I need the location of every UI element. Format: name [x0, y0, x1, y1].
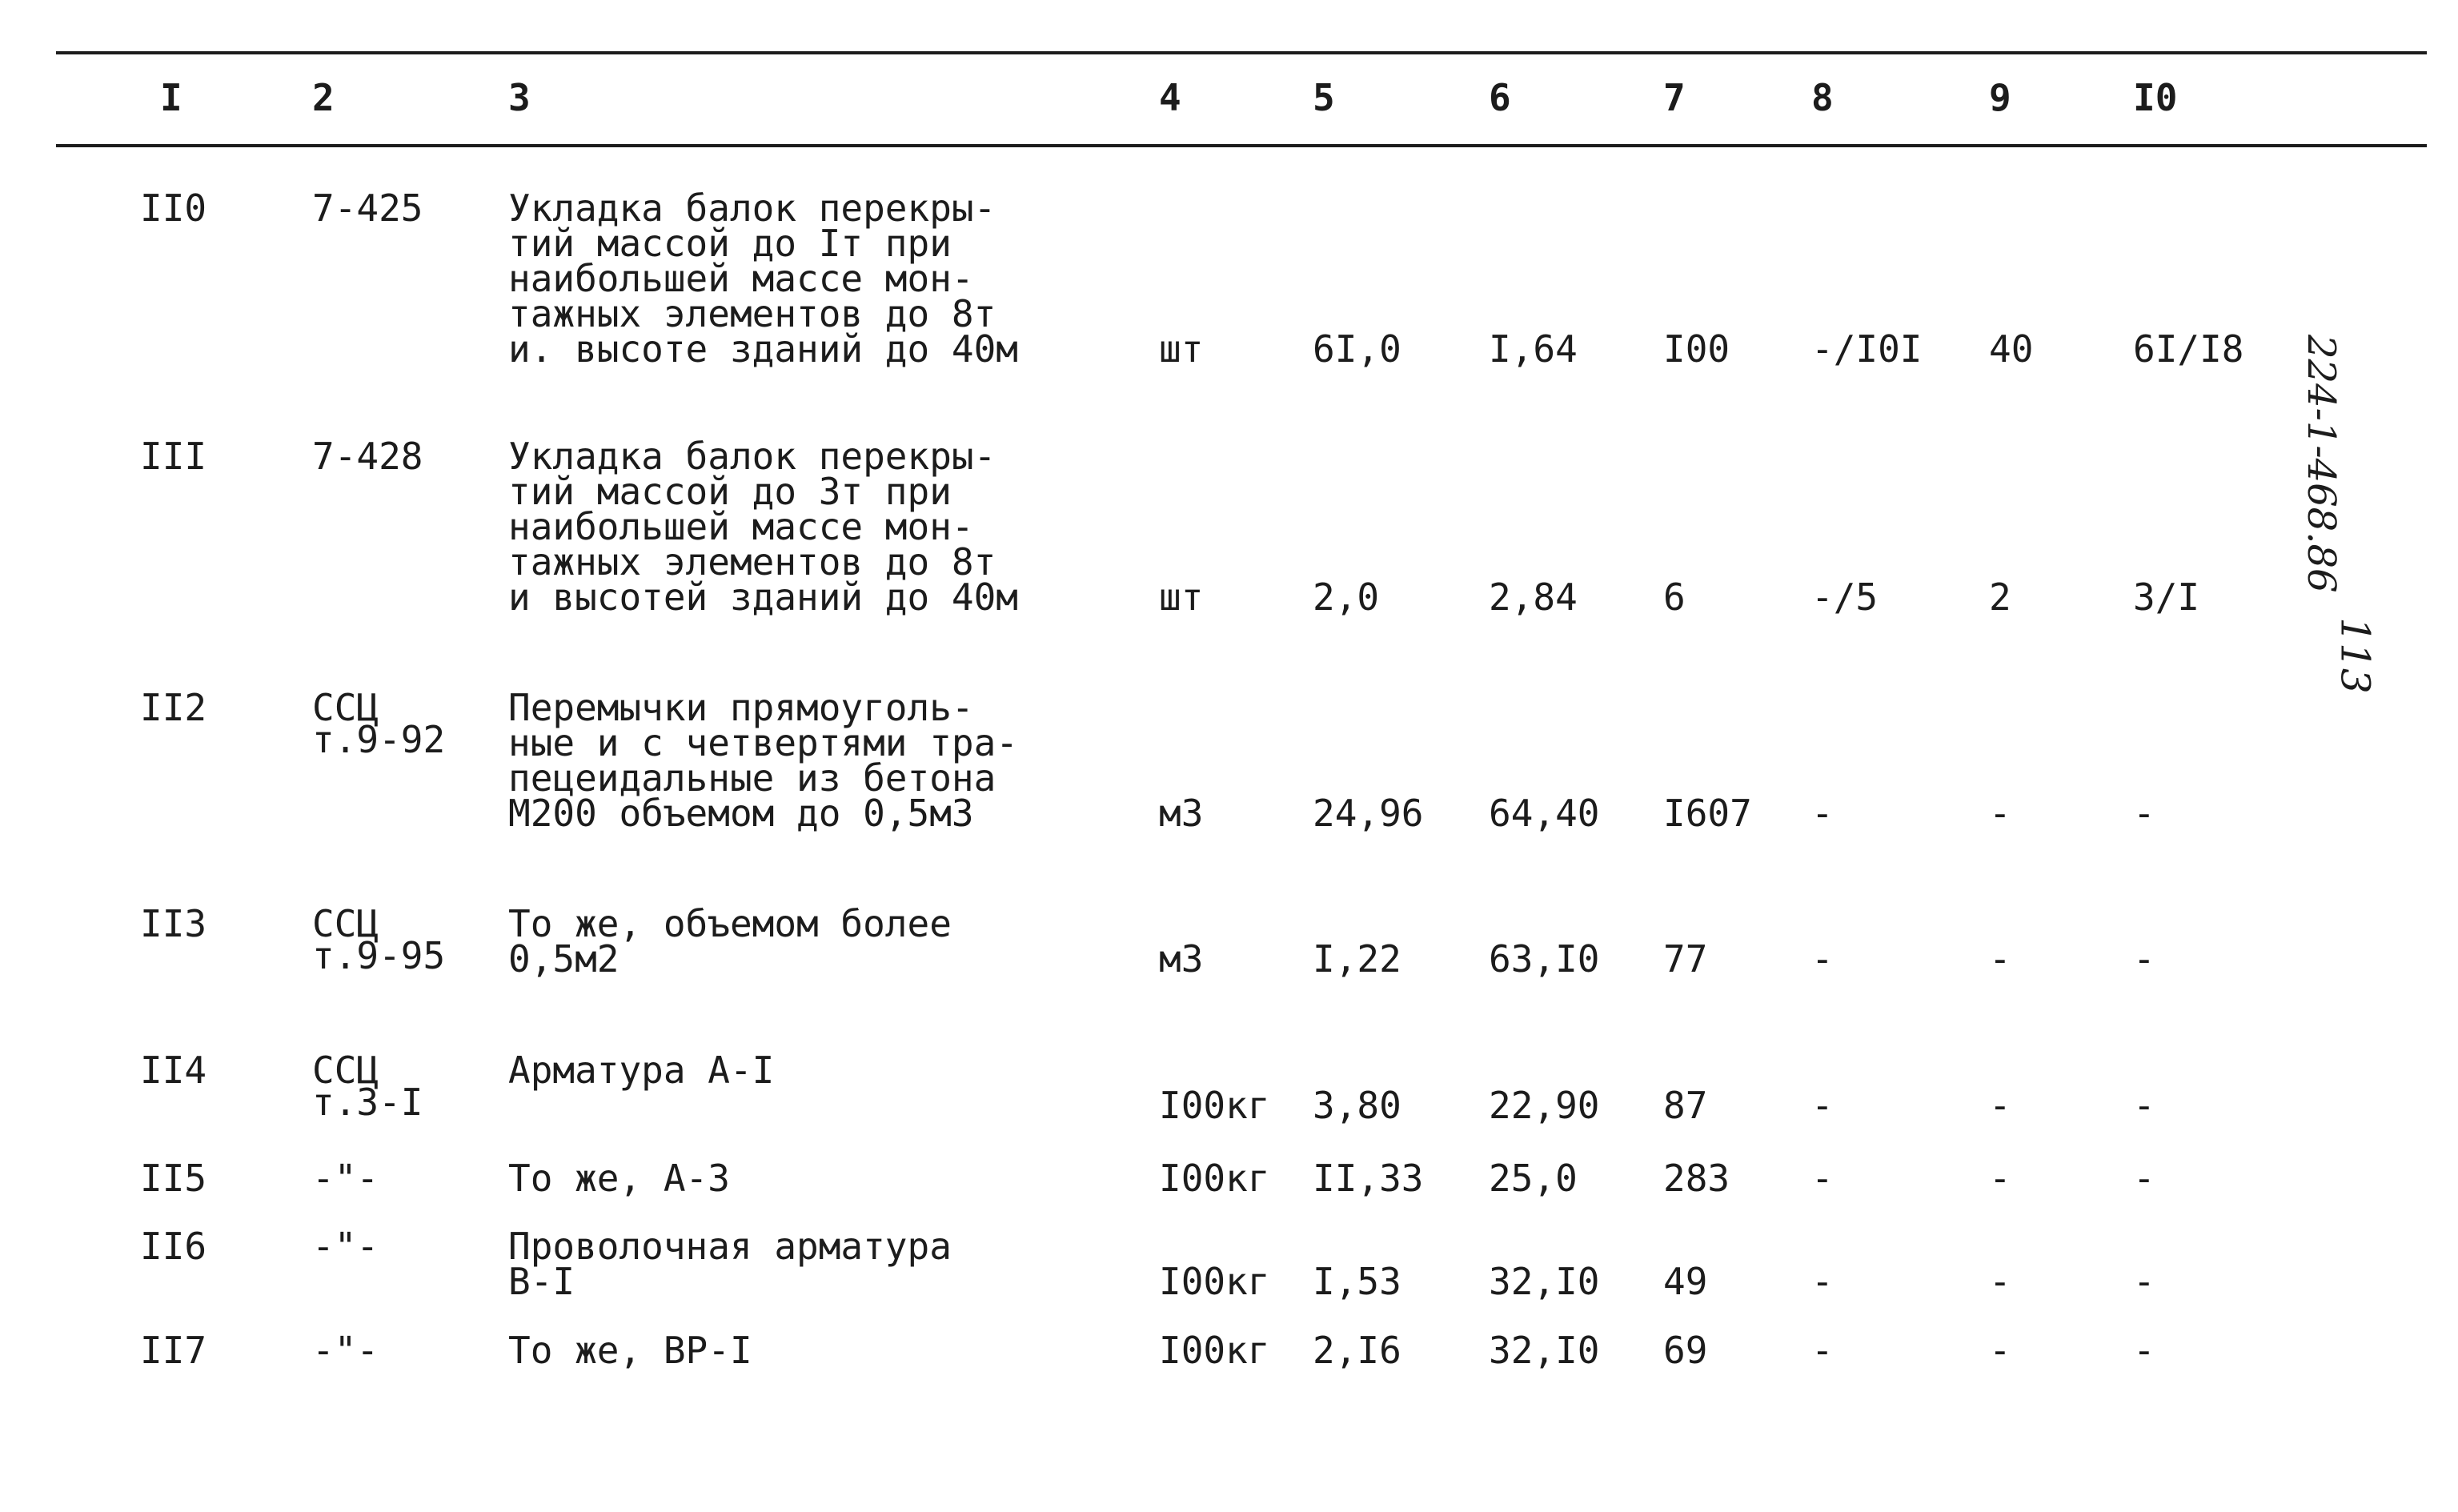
row-unit: I00кг [1159, 1260, 1270, 1303]
row-col-8: - [1811, 1084, 1834, 1127]
header-cell-9: 9 [1989, 76, 2011, 119]
header-cell-1: I [160, 76, 182, 119]
row-col-5: 2,I6 [1313, 1329, 1401, 1372]
row-col-8: -/I0I [1811, 327, 1923, 371]
row-col-5: 2,0 [1313, 576, 1380, 619]
row-col-10: - [2133, 1260, 2155, 1303]
page-number: 113 [2332, 617, 2379, 694]
row-description-line: наибольшей массе мон- [508, 505, 974, 548]
row-description-line: ные и с четвертями тра- [508, 721, 1018, 764]
row-code-line: -"- [312, 1225, 379, 1268]
row-col-6: 64,40 [1489, 792, 1600, 835]
row-col-9: - [1989, 937, 2011, 981]
row-col-5: 3,80 [1313, 1084, 1401, 1127]
row-unit: шт [1159, 576, 1204, 619]
document-page: I 2 3 4 5 6 7 8 9 I0 II0 7-425 Укладка балок перекры- тий массой до Iт при наибольшей массе мон- тажных элементов до 8т и. высоте зданий до 40м шт 6I,0 I,64 I00 -/I0I 40 6I/I8 III 7-428 Укладка балок перекры- тий массой до 3т при наибольшей массе мон- тажных элементов до 8т и высотей зданий до 40м шт 2,0 2,84 6 -/5 2 3/I II2 ССЦ т.9-92 Перемычки прямоуголь- ные и с четвертями тра- пецеидальные из бетона М200 объемом до 0,5м3 м3 24,96 64,40 I607 - - - II3 ССЦ т.9-95 То же, объемом более 0,5м2 м3 I,22 63,I0 77 - - - II4 ССЦ т.3-I Арматура А-I I00кг 3,80 22,90 87 - - - II5 -"- То же, А-3 I00кг II,33 25,0 283 - - - II6 -"- Проволочная арматура В-I I00кг I,53 32,I0 49 - - - II7 -"- То же, ВР-I I00кг 2,I6 32,I0 69 - - - 224-1-468.86 113 [0, 0, 2458, 1512]
row-description-line: Перемычки прямоуголь- [508, 686, 974, 729]
row-unit: I00кг [1159, 1084, 1270, 1127]
row-code-line: ССЦ [312, 902, 379, 945]
row-col-9: - [1989, 792, 2011, 835]
header-cell-6: 6 [1489, 76, 1511, 119]
row-col-10: 6I/I8 [2133, 327, 2244, 371]
row-col-5: 24,96 [1313, 792, 1424, 835]
row-col-9: - [1989, 1329, 2011, 1372]
row-description-line: То же, объемом более [508, 902, 952, 945]
row-description-line: То же, А-3 [508, 1157, 730, 1200]
row-number: II3 [140, 902, 207, 945]
row-col-8: -/5 [1811, 576, 1879, 619]
row-col-5: I,22 [1313, 937, 1401, 981]
header-cell-8: 8 [1811, 76, 1834, 119]
row-col-7: 283 [1663, 1157, 1730, 1200]
row-number: II0 [140, 186, 207, 230]
row-col-9: 40 [1989, 327, 2034, 371]
row-col-6: 32,I0 [1489, 1329, 1600, 1372]
header-cell-2: 2 [312, 76, 335, 119]
row-col-10: - [2133, 1157, 2155, 1200]
row-description-line: Укладка балок перекры- [508, 435, 996, 478]
row-code-line: т.9-92 [312, 718, 446, 761]
header-cell-4: 4 [1159, 76, 1181, 119]
row-description-line: тажных элементов до 8т [508, 292, 996, 335]
row-code-line: т.3-I [312, 1081, 423, 1124]
row-col-8: - [1811, 1329, 1834, 1372]
row-unit: м3 [1159, 792, 1204, 835]
row-col-5: 6I,0 [1313, 327, 1401, 371]
row-code-line: 7-428 [312, 435, 423, 478]
header-rule [56, 144, 2427, 147]
row-unit: шт [1159, 327, 1204, 371]
row-unit: м3 [1159, 937, 1204, 981]
row-col-9: 2 [1989, 576, 2011, 619]
row-unit: I00кг [1159, 1329, 1270, 1372]
row-description-line: тий массой до Iт при [508, 222, 952, 265]
row-col-8: - [1811, 937, 1834, 981]
row-col-9: - [1989, 1157, 2011, 1200]
row-col-5: I,53 [1313, 1260, 1401, 1303]
row-col-5: II,33 [1313, 1157, 1424, 1200]
row-description-line: тий массой до 3т при [508, 470, 952, 513]
header-cell-5: 5 [1313, 76, 1335, 119]
row-description-line: В-I [508, 1260, 575, 1303]
row-description-line: наибольшей массе мон- [508, 257, 974, 300]
row-code-line: 7-425 [312, 186, 423, 230]
row-col-6: 32,I0 [1489, 1260, 1600, 1303]
row-col-8: - [1811, 1260, 1834, 1303]
row-col-7: 87 [1663, 1084, 1708, 1127]
row-number: II4 [140, 1049, 207, 1092]
header-cell-10: I0 [2133, 76, 2178, 119]
row-col-6: 25,0 [1489, 1157, 1578, 1200]
row-number: III [140, 435, 207, 478]
row-col-9: - [1989, 1084, 2011, 1127]
row-col-7: 69 [1663, 1329, 1708, 1372]
row-code-line: -"- [312, 1329, 379, 1372]
row-number: II5 [140, 1157, 207, 1200]
header-cell-7: 7 [1663, 76, 1686, 119]
row-col-10: - [2133, 792, 2155, 835]
row-col-6: I,64 [1489, 327, 1578, 371]
row-col-7: I00 [1663, 327, 1730, 371]
row-col-10: - [2133, 1329, 2155, 1372]
row-col-8: - [1811, 1157, 1834, 1200]
row-code-line: ССЦ [312, 1049, 379, 1092]
row-col-7: 6 [1663, 576, 1686, 619]
row-number: II6 [140, 1225, 207, 1268]
header-cell-3: 3 [508, 76, 531, 119]
row-code-line: -"- [312, 1157, 379, 1200]
row-code-line: т.9-95 [312, 934, 446, 977]
row-col-7: 49 [1663, 1260, 1708, 1303]
row-col-6: 22,90 [1489, 1084, 1600, 1127]
row-description-line: 0,5м2 [508, 937, 620, 981]
row-description-line: Арматура А-I [508, 1049, 775, 1092]
row-description-line: Проволочная арматура [508, 1225, 952, 1268]
top-rule [56, 51, 2427, 54]
row-description-line: пецеидальные из бетона [508, 756, 996, 800]
row-col-6: 2,84 [1489, 576, 1578, 619]
row-col-8: - [1811, 792, 1834, 835]
row-col-7: 77 [1663, 937, 1708, 981]
row-col-9: - [1989, 1260, 2011, 1303]
row-description-line: То же, ВР-I [508, 1329, 752, 1372]
row-description-line: и высотей зданий до 40м [508, 576, 1018, 619]
row-code-line: ССЦ [312, 686, 379, 729]
row-description-line: Укладка балок перекры- [508, 186, 996, 230]
row-description-line: тажных элементов до 8т [508, 540, 996, 584]
row-col-7: I607 [1663, 792, 1752, 835]
row-description-line: и. высоте зданий до 40м [508, 327, 1018, 371]
row-col-10: - [2133, 937, 2155, 981]
row-number: II2 [140, 686, 207, 729]
row-unit: I00кг [1159, 1157, 1270, 1200]
row-col-10: - [2133, 1084, 2155, 1127]
row-number: II7 [140, 1329, 207, 1372]
row-description-line: М200 объемом до 0,5м3 [508, 792, 974, 835]
row-col-6: 63,I0 [1489, 937, 1600, 981]
row-col-10: 3/I [2133, 576, 2200, 619]
